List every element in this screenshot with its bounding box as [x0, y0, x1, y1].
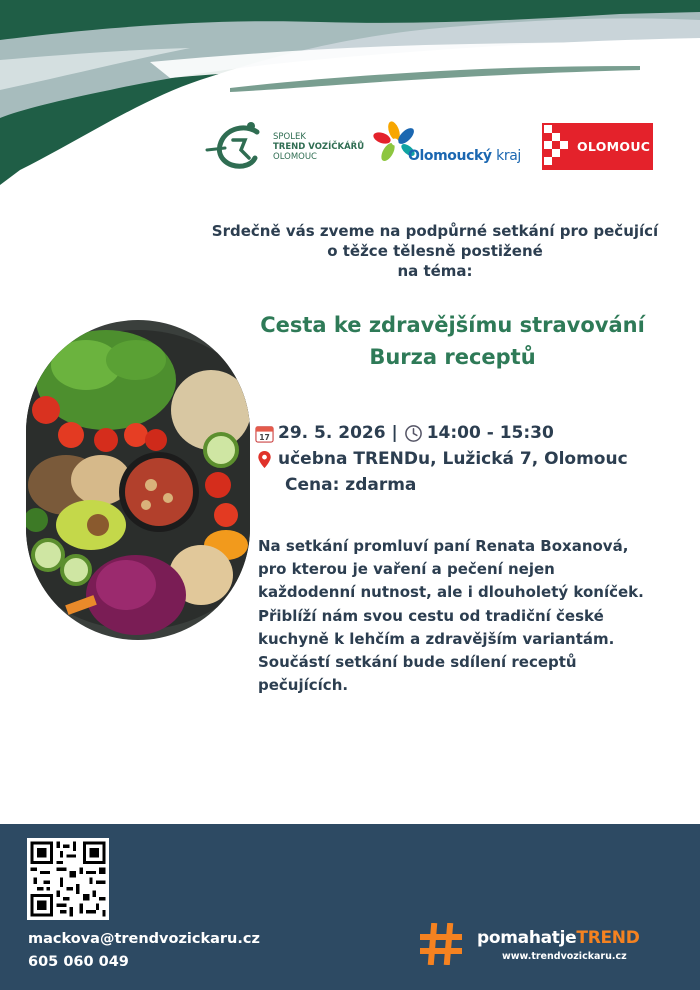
spolek-city: OLOMOUC — [273, 152, 317, 162]
description-line: Na setkání promluví paní Renata Boxanová, — [258, 537, 629, 555]
description-line: každodenní nutnost, ale i dlouholetý koníček. — [258, 583, 644, 602]
olomoucky-kraj-logo — [372, 120, 532, 175]
brand-prefix: pomahatje — [477, 928, 577, 948]
location-row — [255, 446, 628, 472]
price-row — [255, 472, 628, 498]
website-link[interactable]: www.trendvozickaru.cz — [502, 951, 627, 962]
campaign-brand — [477, 928, 640, 948]
description-line: Přiblíží nám svou cestu od tradiční české — [258, 606, 604, 625]
olomouc-city-logo — [542, 123, 653, 170]
healthy-food-bowl-image — [26, 320, 250, 640]
contact-phone[interactable]: 605 060 049 — [28, 954, 129, 970]
event-description — [258, 535, 678, 697]
invitation-line-2: o těžce tělesně postižené — [327, 242, 543, 260]
title-line-2: Burza receptů — [369, 345, 536, 369]
kraj-name-light: kraj — [496, 148, 521, 164]
invitation-text — [195, 221, 675, 281]
date-time-row — [255, 420, 628, 446]
description-line: Součástí setkání bude sdílení receptů — [258, 653, 577, 672]
event-location: učebna TRENDu, Lužická 7, Olomouc — [278, 449, 628, 469]
brand-accent: TREND — [576, 928, 640, 948]
invitation-line-1: Srdečně vás zveme na podpůrné setkání pro pečující — [211, 222, 659, 240]
kraj-name-bold: Olomoucký — [408, 148, 492, 164]
spolek-trend-logo — [205, 118, 370, 176]
calendar-icon — [255, 424, 274, 443]
event-details — [255, 420, 628, 498]
invitation-line-3: na téma: — [397, 262, 473, 280]
spolek-name: TREND VOZÍČKÁŘŮ — [273, 142, 365, 152]
event-title — [200, 309, 700, 373]
hashtag-icon — [420, 923, 462, 965]
event-date: 29. 5. 2026 | — [278, 423, 398, 443]
description-line: pečujících. — [258, 676, 349, 695]
wheelchair-logo-icon — [205, 118, 275, 176]
contact-email[interactable]: mackova@trendvozickaru.cz — [28, 931, 260, 947]
description-line: pro kterou je vaření a pečení nejen — [258, 560, 555, 579]
contact-info — [28, 928, 260, 974]
svg-text:17: 17 — [259, 432, 270, 442]
olomouc-name: OLOMOUC — [577, 139, 651, 154]
event-time: 14:00 - 15:30 — [426, 423, 554, 443]
location-pin-icon — [255, 450, 274, 469]
description-line: kuchyně k lehčím a zdravějším variantám. — [258, 629, 615, 648]
qr-code-icon[interactable] — [27, 838, 109, 920]
checker-logo-icon — [542, 123, 570, 170]
spolek-label: SPOLEK — [273, 132, 306, 142]
title-line-1: Cesta ke zdravějšímu stravování — [260, 313, 645, 337]
clock-icon — [404, 424, 423, 443]
event-price: Cena: zdarma — [285, 475, 417, 495]
